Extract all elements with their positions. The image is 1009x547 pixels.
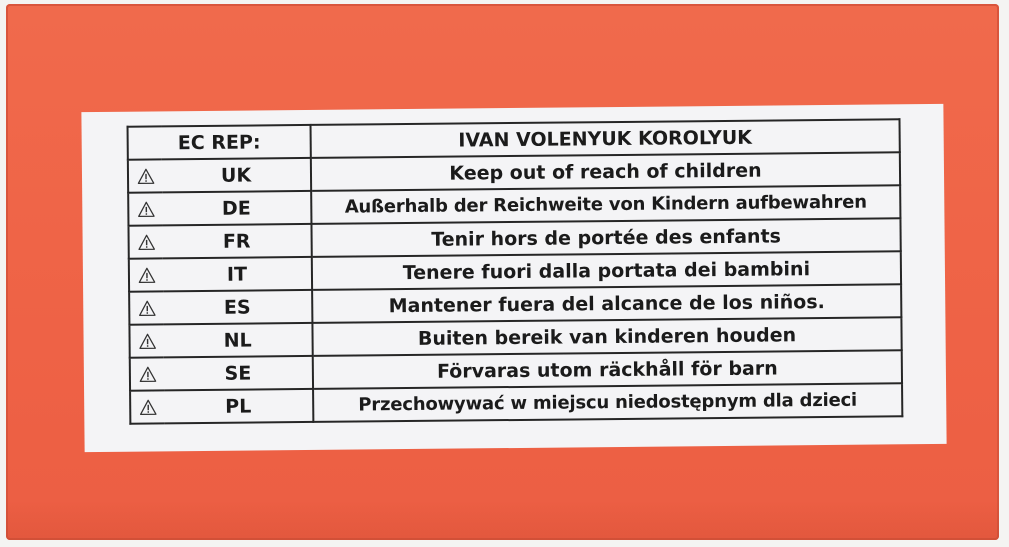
language-code: ES xyxy=(163,290,312,324)
language-code: UK xyxy=(162,158,311,192)
ec-rep-label: EC REP: xyxy=(128,125,311,160)
warning-triangle-icon xyxy=(129,291,163,324)
board-bottom-edge xyxy=(6,500,999,540)
warning-text: Keep out of reach of children xyxy=(311,152,900,191)
warning-text: Förvaras utom räckhåll för barn xyxy=(313,350,902,389)
warning-triangle-icon xyxy=(130,357,164,390)
language-code: IT xyxy=(163,257,312,291)
warning-triangle-icon xyxy=(128,159,162,192)
warning-triangle-icon xyxy=(129,324,163,357)
warning-triangle-icon xyxy=(128,192,162,225)
language-code: SE xyxy=(164,356,313,390)
warning-text: Buiten bereik van kinderen houden xyxy=(312,317,901,356)
warning-triangle-icon xyxy=(128,225,162,258)
table-row xyxy=(130,383,902,423)
ec-rep-name: IVAN VOLENYUK KOROLYUK xyxy=(310,119,899,158)
language-code: DE xyxy=(162,191,311,225)
warning-text: Tenere fuori dalla portata dei bambini xyxy=(312,251,901,290)
warning-triangle-icon xyxy=(129,258,163,291)
warning-text: Außerhalb der Reichweite von Kindern aufbewahren xyxy=(311,185,900,224)
language-code: NL xyxy=(164,323,313,357)
warning-triangle-icon xyxy=(130,390,164,423)
warning-text: Mantener fuera del alcance de los niños. xyxy=(312,284,901,323)
language-code: FR xyxy=(163,224,312,258)
warning-label xyxy=(81,104,946,452)
language-code: PL xyxy=(164,389,313,423)
warning-text: Przechowywać w miejscu niedostępnym dla dzieci xyxy=(313,383,902,422)
warning-table xyxy=(127,118,904,424)
warning-text: Tenir hors de portée des enfants xyxy=(311,218,900,257)
